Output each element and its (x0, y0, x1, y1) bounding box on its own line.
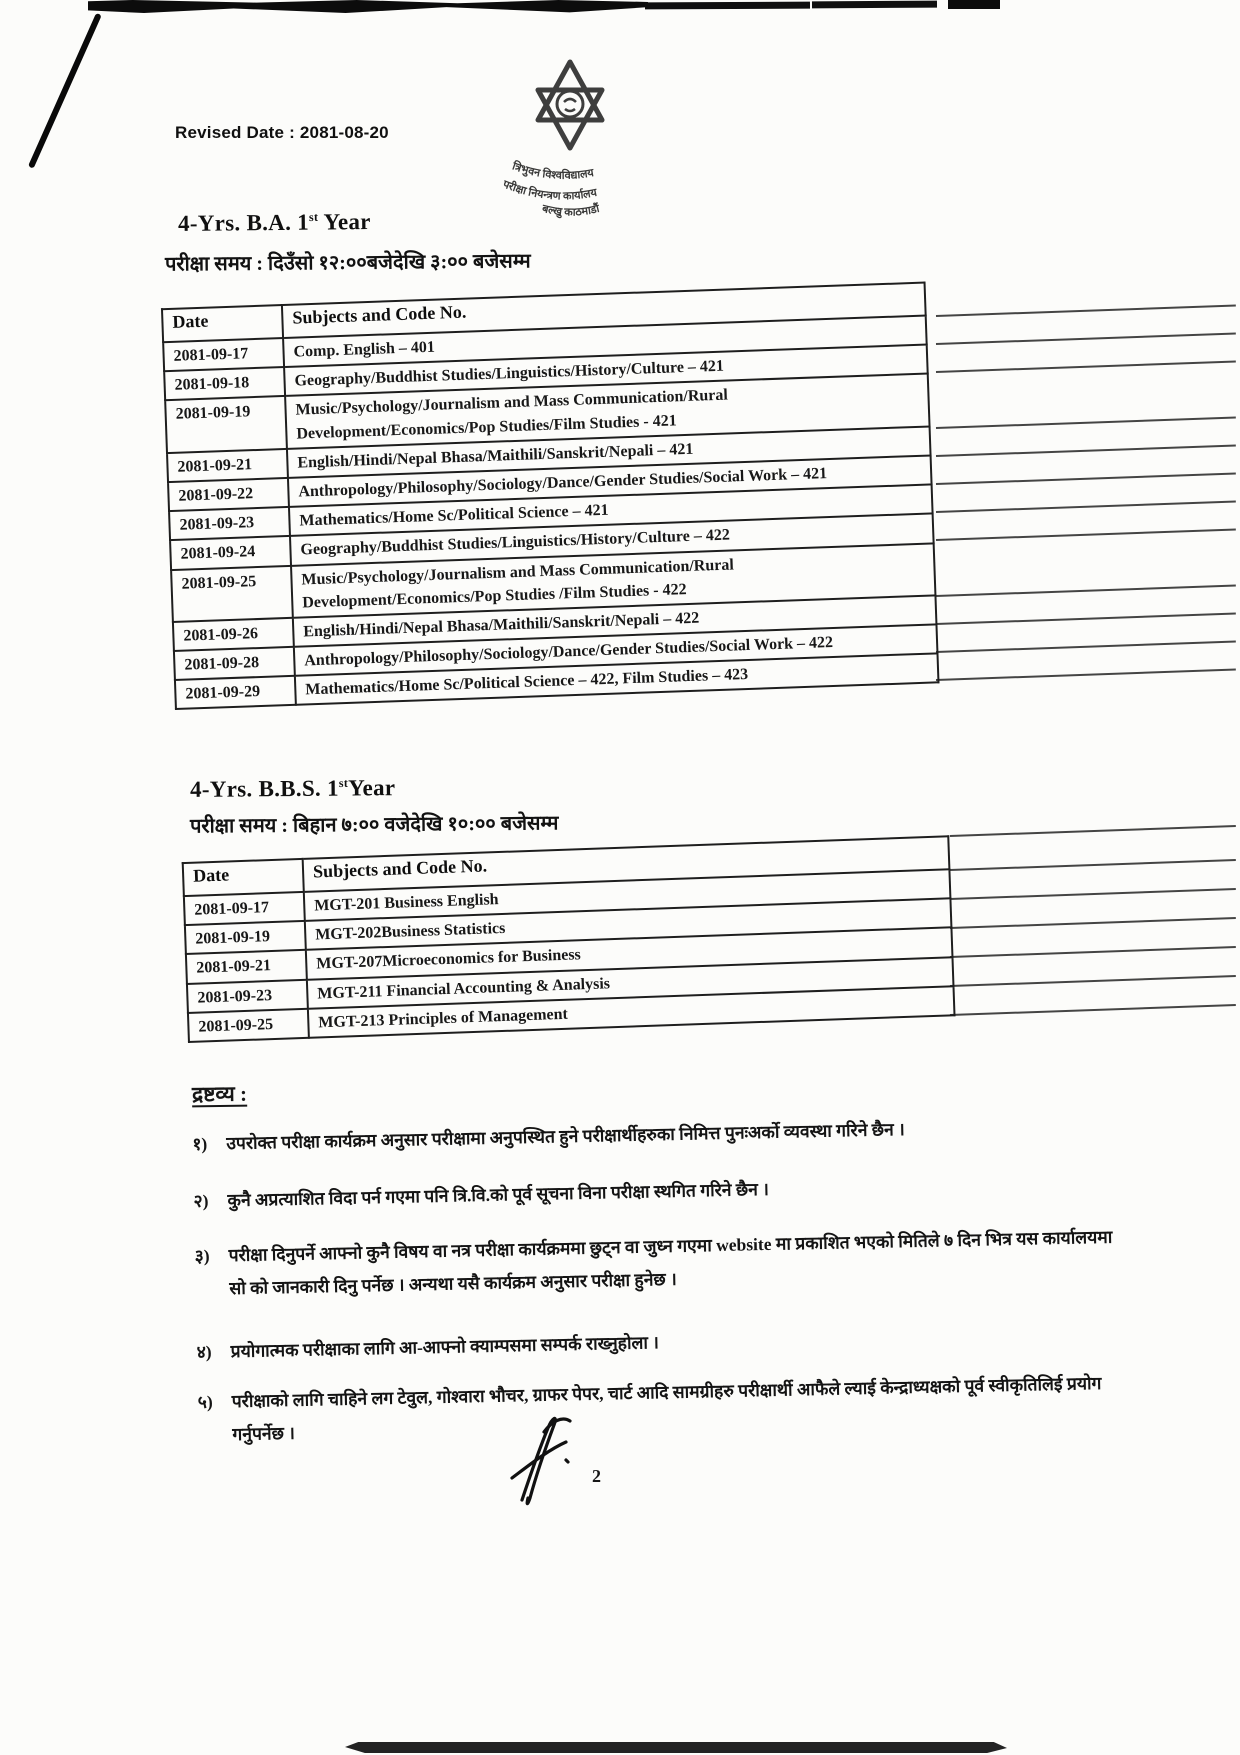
scan-line (950, 1004, 1236, 1016)
note-text: परीक्षाको लागि चाहिने लग टेवुल, गोश्वारा भौचर, ग्राफर पेपर, चार्ट आदि सामग्रीहरु परीक्षार्थी आफैले ल्याई केन्द्राध्यक्षको पूर्व स्वीकृतिलिई प्रयोग गर्नुपर्नेछ । (231, 1373, 1102, 1445)
note-number: ३) (194, 1245, 210, 1266)
note-number: २) (193, 1190, 209, 1211)
title-text: Year (348, 775, 396, 801)
scan-line (936, 529, 1236, 541)
bbs-section-title (190, 775, 396, 803)
svg-text:त्रिभुवन विश्वविद्यालय (510, 158, 596, 182)
date-cell: 2081-09-25 (171, 565, 293, 622)
revised-date-label: Revised Date : 2081-08-20 (175, 123, 389, 142)
stamp-emblem-icon (482, 56, 672, 236)
date-cell: 2081-09-25 (188, 1009, 309, 1042)
subject-cell: Music/Psychology/Journalism and Mass Communication/Rural Development/Economics/Pop Studies /Film Studies - 422 (291, 543, 935, 618)
note-number: १) (192, 1133, 208, 1154)
scan-line (936, 333, 1236, 345)
stamp-text-line: परीक्षा नियन्त्रण कार्यालय (501, 178, 598, 203)
scan-line (936, 585, 1236, 597)
date-cell: 2081-09-24 (170, 536, 291, 569)
date-cell: 2081-09-26 (173, 618, 294, 651)
scan-line (950, 946, 1236, 958)
note-text: परीक्षा दिनुपर्ने आफ्नो कुनै विषय वा नत्र परीक्षा कार्यक्रममा छुट्न वा जुध्न गएमा website मा प्रकाशित भएको मितिले ७ दिन भित्र यस कार्यालयमा सो को जानकारी दिनु पर्नेछ । अन्यथा यसै कार्यक्रम अनुसार परीक्षा हुनेछ । (228, 1226, 1113, 1299)
note-number: ५) (197, 1391, 213, 1412)
svg-text:बल्खु काठमाडौं (540, 201, 602, 220)
note-item (194, 1221, 1113, 1306)
svg-text:परीक्षा नियन्त्रण कार्यालय (500, 178, 598, 203)
date-cell: 2081-09-19 (165, 396, 287, 453)
subject-cell: MGT-211 Financial Accounting & Analysis (307, 957, 954, 1009)
date-cell: 2081-09-23 (169, 507, 290, 540)
title-superscript: st (338, 775, 349, 790)
bbs-exam-time: परीक्षा समय : बिहान ७:०० वजेदेखि १०:०० बजेसम्म (189, 812, 559, 838)
subject-cell: Mathematics/Home Sc/Political Science – 421 (289, 485, 933, 537)
scan-line (936, 641, 1236, 653)
scan-line (950, 825, 1236, 837)
title-text: 4-Yrs. B.A. 1 (177, 209, 310, 237)
ba-exam-table (161, 282, 940, 711)
date-cell: 2081-09-22 (168, 478, 289, 511)
date-cell: 2081-09-19 (185, 921, 306, 954)
subject-cell: Geography/Buddhist Studies/Linguistics/History/Culture – 422 (290, 514, 934, 566)
subject-cell: MGT-201 Business English (304, 869, 951, 921)
subject-cell: MGT-207Microeconomics for Business (306, 928, 953, 980)
page-number: 2 (592, 1466, 601, 1486)
column-header-date: Date (183, 859, 304, 896)
notes-heading: द्रष्टव्य : (191, 1081, 248, 1107)
scan-line (936, 613, 1236, 625)
page-fold-line (28, 13, 102, 169)
title-superscript: st (308, 209, 319, 224)
subject-cell: English/Hindi/Nepal Bhasa/Maithili/Sanskrit/Nepali – 422 (293, 595, 937, 647)
scan-line (936, 361, 1236, 373)
subject-cell: English/Hindi/Nepal Bhasa/Maithili/Sanskrit/Nepali – 421 (287, 426, 931, 478)
scan-edge-artifact (645, 2, 810, 10)
scan-line (936, 305, 1236, 317)
note-text: प्रयोगात्मक परीक्षाका लागि आ-आफ्नो क्याम्पसमा सम्पर्क राख्नुहोला । (230, 1332, 660, 1362)
stamp-text-line: त्रिभुवन विश्वविद्यालय (510, 160, 595, 182)
stamp-text-line: बल्खु काठमाडौं (540, 202, 601, 219)
column-header-date: Date (162, 305, 283, 342)
subject-cell: MGT-213 Principles of Management (308, 986, 955, 1038)
title-text: Year (318, 208, 371, 235)
note-item (193, 1166, 1111, 1218)
scan-line (950, 975, 1236, 987)
scan-line (950, 859, 1236, 871)
scan-line (950, 917, 1236, 929)
scan-edge-artifact (948, 0, 1000, 9)
subject-cell: MGT-202Business Statistics (305, 898, 952, 950)
scan-edge-artifact (345, 1742, 1007, 1753)
scan-line (936, 669, 1236, 681)
note-item (192, 1109, 1110, 1161)
date-cell: 2081-09-29 (175, 676, 296, 709)
ba-section-title (178, 209, 371, 237)
note-item (197, 1367, 1116, 1452)
scan-line (936, 417, 1236, 429)
scan-line (950, 888, 1236, 900)
subject-cell: Anthropology/Philosophy/Sociology/Dance/Gender Studies/Social Work – 422 (294, 624, 938, 676)
subject-cell: Music/Psychology/Journalism and Mass Communication/Rural Development/Economics/Pop Studies/Film Studies - 421 (285, 374, 929, 449)
date-cell: 2081-09-21 (167, 449, 288, 482)
scan-line (936, 473, 1236, 485)
scan-edge-artifact (88, 0, 648, 13)
signature-scribble (488, 1408, 598, 1513)
date-cell: 2081-09-17 (163, 338, 284, 371)
notes-list (192, 1109, 1113, 1445)
note-text: उपरोक्त परीक्षा कार्यक्रम अनुसार परीक्षामा अनुपस्थित हुने परीक्षार्थीहरुका निमित्त पुनःअर्को व्यवस्था गरिने छैन । (226, 1119, 905, 1154)
date-cell: 2081-09-21 (186, 950, 307, 983)
subject-cell: Mathematics/Home Sc/Political Science – 422, Film Studies – 423 (295, 654, 939, 706)
ba-exam-time: परीक्षा समय : दिउँसो १२:००बजेदेखि ३:०० बजेसम्म (164, 250, 531, 276)
date-cell: 2081-09-18 (164, 367, 285, 400)
date-cell: 2081-09-17 (184, 892, 305, 925)
date-cell: 2081-09-28 (174, 647, 295, 680)
subject-cell: Anthropology/Philosophy/Sociology/Dance/Gender Studies/Social Work – 421 (288, 455, 932, 507)
note-item (196, 1317, 1114, 1369)
note-number: ४) (196, 1341, 212, 1362)
subject-cell: Comp. English – 401 (283, 316, 927, 368)
column-header-subjects: Subjects and Code No. (282, 283, 926, 338)
bbs-exam-table (182, 835, 956, 1043)
column-header-subjects: Subjects and Code No. (303, 836, 950, 892)
title-text: 4-Yrs. B.B.S. 1 (189, 775, 340, 802)
subject-cell: Geography/Buddhist Studies/Linguistics/History/Culture – 421 (284, 345, 928, 397)
scan-line (936, 445, 1236, 457)
note-text: कुनै अप्रत्याशित विदा पर्न गएमा पनि त्रि.वि.को पूर्व सूचना विना परीक्षा स्थगित गरिने छैन । (227, 1178, 770, 1211)
scan-edge-artifact (812, 1, 937, 9)
date-cell: 2081-09-23 (187, 979, 308, 1012)
scan-line (936, 501, 1236, 513)
university-stamp (482, 56, 672, 241)
